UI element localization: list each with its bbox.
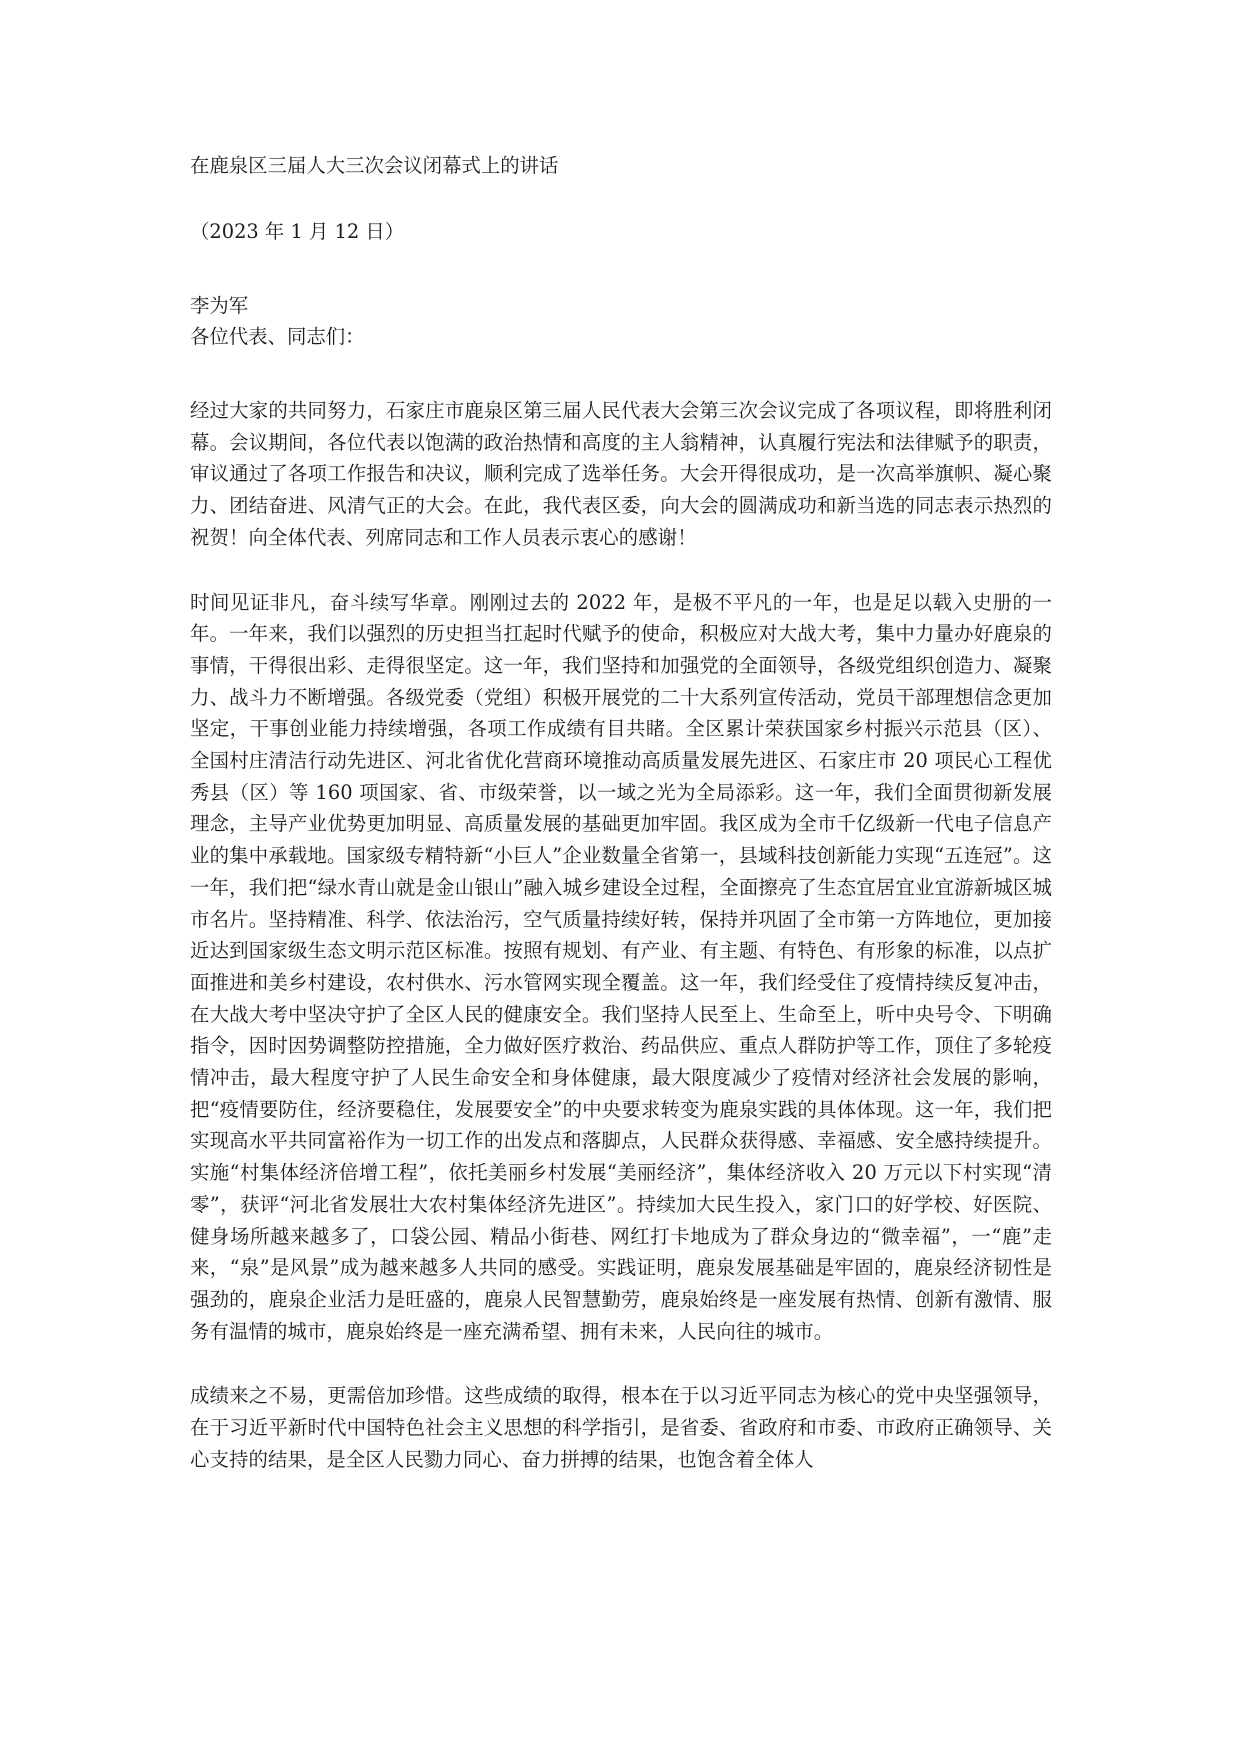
speaker-name: 李为军 (190, 294, 249, 317)
document-title: 在鹿泉区三届人大三次会议闭幕式上的讲话 (190, 154, 559, 177)
salutation: 各位代表、同志们： (190, 325, 365, 348)
document-body (190, 150, 1052, 1476)
paragraph-3: 成绩来之不易，更需倍加珍惜。这些成绩的取得，根本在于以习近平同志为核心的党中央坚强领导，在于习近平新时代中国特色社会主义思想的科学指引，是省委、省政府和市委、市政府正确领导、关心支持的结果，是全区人民勠力同心、奋力拼搏的结果，也饱含着全体人 (190, 1384, 1052, 1471)
document-date: （2023 年 1 月 12 日） (190, 220, 405, 243)
paragraph-2: 时间见证非凡，奋斗续写华章。刚刚过去的 2022 年，是极不平凡的一年，也是足以载入史册的一年。一年来，我们以强烈的历史担当扛起时代赋予的使命，积极应对大战大考，集中力量办好鹿泉的事情，干得很出彩、走得很坚定。这一年，我们坚持和加强党的全面领导，各级党组织创造力、凝聚力、战斗力不断增强。各级党委（党组）积极开展党的二十大系列宣传活动，党员干部理想信念更加坚定，干事创业能力持续增强，各项工作成绩有目共睹。全区累计荣获国家乡村振兴示范县（区）、全国村庄清洁行动先进区、河北省优化营商环境推动高质量发展先进区、石家庄市 20 项民心工程优秀县（区）等 160 项国家、省、市级荣誉，以一域之光为全局添彩。这一年，我们全面贯彻新发展理念，主导产业优势更加明显、高质量发展的基础更加牢固。我区成为全市千亿级新一代电子信息产业的集中承载地。国家级专精特新“小巨人”企业数量全省第一，县域科技创新能力实现“五连冠”。这一年，我们把“绿水青山就是金山银山”融入城乡建设全过程，全面擦亮了生态宜居宜业宜游新城区城市名片。坚持精准、科学、依法治污，空气质量持续好转，保持并巩固了全市第一方阵地位，更加接近达到国家级生态文明示范区标准。按照有规划、有产业、有主题、有特色、有形象的标准，以点扩面推进和美乡村建设，农村供水、污水管网实现全覆盖。这一年，我们经受住了疫情持续反复冲击，在大战大考中坚决守护了全区人民的健康安全。我们坚持人民至上、生命至上，听中央号令、下明确指令，因时因势调整防控措施，全力做好医疗救治、药品供应、重点人群防护等工作，顶住了多轮疫情冲击，最大程度守护了人民生命安全和身体健康，最大限度减少了疫情对经济社会发展的影响，把“疫情要防住，经济要稳住，发展要安全”的中央要求转变为鹿泉实践的具体体现。这一年，我们把实现高水平共同富裕作为一切工作的出发点和落脚点，人民群众获得感、幸福感、安全感持续提升。实施“村集体经济倍增工程”，依托美丽乡村发展“美丽经济”，集体经济收入 20 万元以下村实现“清零”，获评“河北省发展壮大农村集体经济先进区”。持续加大民生投入，家门口的好学校、好医院、健身场所越来越多了，口袋公园、精品小街巷、网红打卡地成为了群众身边的“微幸福”，一“鹿”走来，“泉”是风景”成为越来越多人共同的感受。实践证明，鹿泉发展基础是牢固的，鹿泉经济韧性是强劲的，鹿泉企业活力是旺盛的，鹿泉人民智慧勤劳，鹿泉始终是一座发展有热情、创新有激情、服务有温情的城市，鹿泉始终是一座充满希望、拥有未来，人民向往的城市。 (190, 590, 1052, 1343)
paragraph-1: 经过大家的共同努力，石家庄市鹿泉区第三届人民代表大会第三次会议完成了各项议程，即将胜利闭幕。会议期间，各位代表以饱满的政治热情和高度的主人翁精神，认真履行宪法和法律赋予的职责，审议通过了各项工作报告和决议，顺利完成了选举任务。大会开得很成功，是一次高举旗帜、凝心聚力、团结奋进、风清气正的大会。在此，我代表区委，向大会的圆满成功和新当选的同志表示热烈的祝贺！向全体代表、列席同志和工作人员表示衷心的感谢！ (190, 399, 1052, 549)
